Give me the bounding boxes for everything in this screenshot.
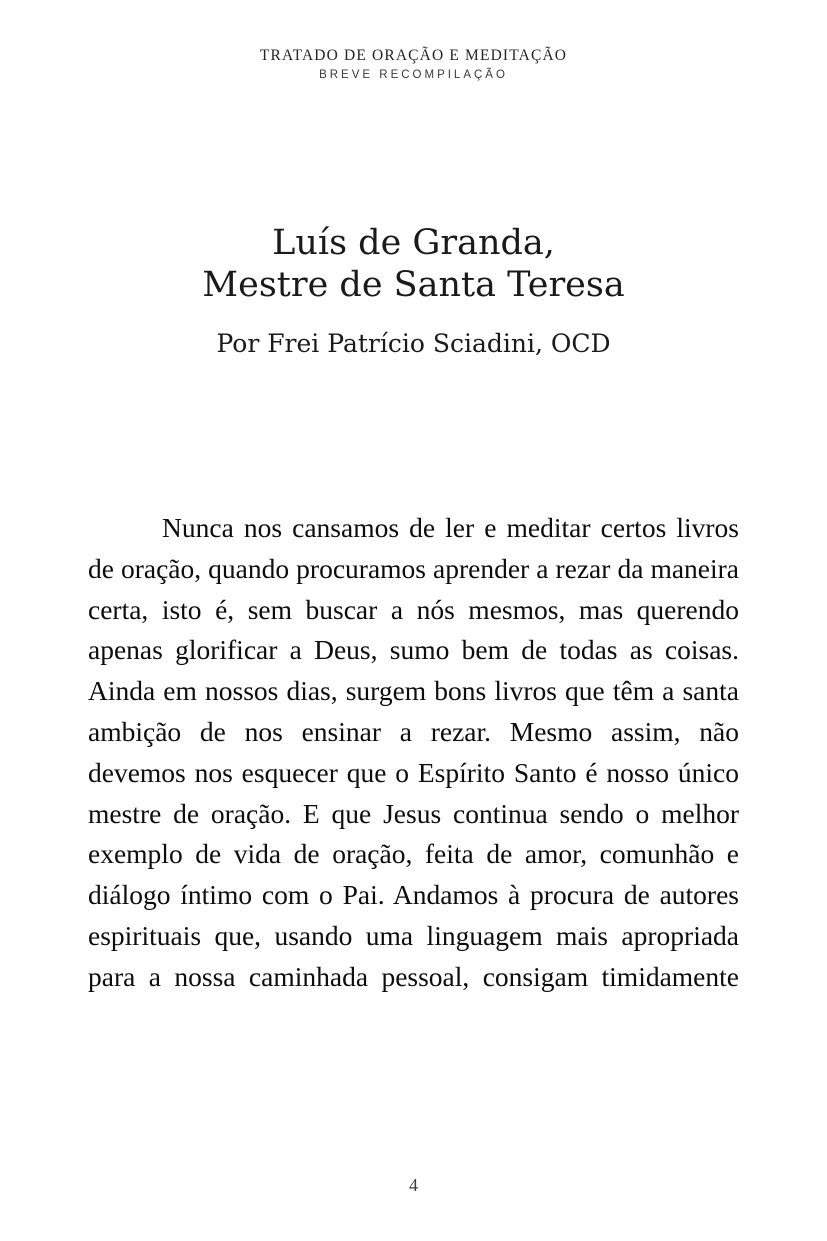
body-text-block: [88, 508, 739, 1038]
page-title-line-2: Mestre de Santa Teresa: [202, 265, 625, 305]
title-block: [0, 222, 827, 360]
running-head: [0, 46, 827, 83]
page-number: 4: [409, 1175, 418, 1195]
page-title-line-1: Luís de Granda,: [272, 223, 555, 263]
running-head-subtitle: BREVE RECOMPILAÇÃO: [319, 69, 508, 81]
author-byline: Por Frei Patrício Sciadini, OCD: [216, 329, 611, 358]
running-head-title: TRATADO DE ORAÇÃO E MEDITAÇÃO: [259, 47, 568, 64]
page-title: [0, 222, 827, 306]
body-paragraph: Nunca nos cansamos de ler e meditar certos livros de oração, quando procuramos aprender a rezar da maneira certa, isto é, sem buscar a nós mesmos, mas querendo apenas glorificar a Deus, sumo bem de todas as coisas. Ainda em nossos dias, surgem bons livros que têm a santa ambição de nos ensinar a rezar. Mesmo assim, não devemos nos esquecer que o Espírito Santo é nosso único mestre de oração. E que Jesus continua sendo o melhor exemplo de vida de oração, feita de amor, comunhão e diálogo íntimo com o Pai. Andamos à procura de autores espirituais que, usando uma linguagem mais apropriada para a nossa caminhada pessoal, consigam timidamente: [88, 512, 739, 992]
